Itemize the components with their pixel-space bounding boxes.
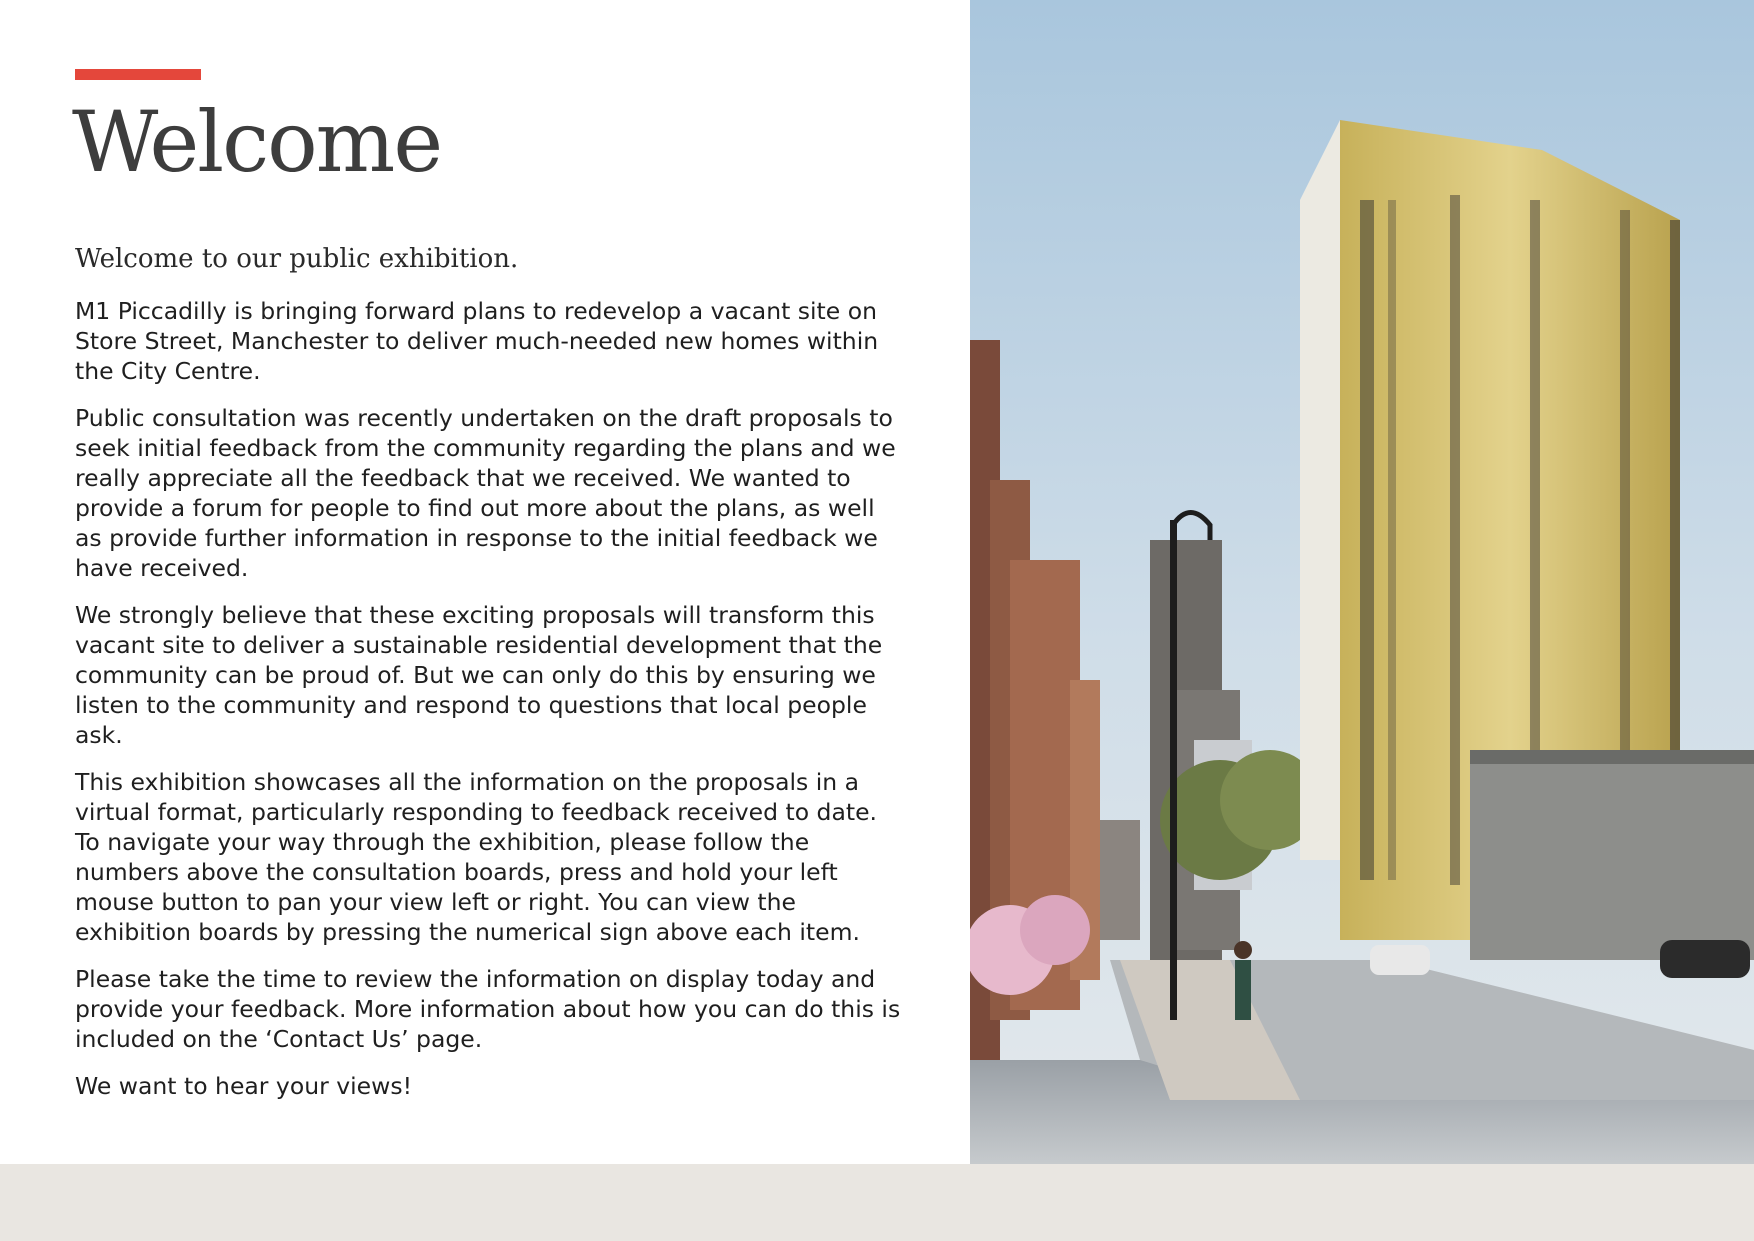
footer-band	[0, 1164, 1754, 1241]
page-title: Welcome	[72, 93, 442, 191]
development-rendering-image	[970, 0, 1754, 1164]
body-text	[75, 296, 905, 1118]
paragraph-consultation: Public consultation was recently undertaken on the draft proposals to seek initial feedback from the community regarding the plans and we really appreciate all the feedback that we received. We wanted to provide a forum for people to find out more about the plans, as well as provide further information in response to the initial feedback we have received.	[75, 404, 896, 582]
paragraph-feedback: Please take the time to review the information on display today and provide your feedback. More information about how you can do this is included on the ‘Contact Us’ page.	[75, 965, 901, 1053]
paragraph-proposals: We strongly believe that these exciting proposals will transform this vacant site to deliver a sustainable residential development that the community can be proud of. But we can only do this by ensuring we listen to the community and respond to questions that local people ask.	[75, 601, 883, 749]
page-subtitle: Welcome to our public exhibition.	[75, 244, 519, 274]
accent-bar	[75, 69, 201, 80]
paragraph-intro: M1 Piccadilly is bringing forward plans to redevelop a vacant site on Store Street, Manchester to deliver much-needed new homes within the City Centre.	[75, 297, 879, 385]
paragraph-closing: We want to hear your views!	[75, 1072, 413, 1100]
paragraph-navigation: This exhibition showcases all the information on the proposals in a virtual format, particularly responding to feedback received to date. To navigate your way through the exhibition, please follow the numbers above the consultation boards, press and hold your left mouse button to pan your view left or right. You can view the exhibition boards by pressing the numerical sign above each item.	[75, 768, 878, 946]
